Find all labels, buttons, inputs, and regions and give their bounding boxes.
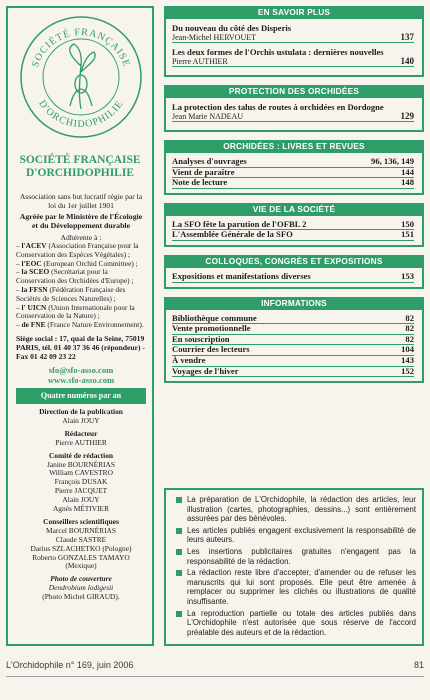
footer-rule [6,676,424,677]
issue-label: L'Orchidophile n° 169, juin 2006 [6,660,134,670]
toc-section [164,140,424,195]
membership-item: – la SCEO (Secrétariat pour la Conservation des Orchidées d'Europe) ; [16,267,134,286]
svg-text:D'ORCHIDOPHILIE: D'ORCHIDOPHILIE [36,98,126,131]
notice-item: La rédaction reste libre d'accepter, d'amender ou de refuser les manuscrits qui lui sont proposés. Elle peut être amenée à remplacer ou supprimer les clichés ou illustrations de qualité insuffisante. [176,568,416,606]
society-name-line1: SOCIÉTÉ FRANÇAISE [19,154,141,166]
toc-article[interactable]: La protection des talus de routes à orchidées en Dordogne Jean Marie NADEAU 129 [172,102,414,121]
ministry-approval: Agréée par le Ministère de l'Écologie et du Développement durable [19,212,143,230]
toc-section [164,85,424,132]
toc-row[interactable]: Vente promotionnelle 82 [172,323,414,334]
membership-item: – l'ACEV (Association Française pour la Conservation des Espèces Végétales) ; [16,241,139,259]
staff-credits: Direction de la publication Alain JOUY Rédacteur Pierre AUTHIER Comité de rédaction Janine BOURNÉRIAS William CAVESTRO François DUSAK Pierre JACQUET Alain JOUY Agnès MÉTIVIER Conseillers scientifiques Marcel BOURNÉRIAS Claude SASTRE Darius SZLACHETKO (Pologne) Roberto GONZALES TAMAYO (Mexique) Photo de couverture Dendrobium lodigesii (Photo Michel GIRAUD). [30,406,132,602]
section-heading: ORCHIDÉES : LIVRES ET REVUES [164,140,424,153]
notice-item: La reproduction partielle ou totale des articles publiés dans L'Orchidophile n'est autorisée que sous réserve de l'accord préalable des auteurs et de la rédaction. [176,609,416,638]
toc-row[interactable]: Expositions et manifestations diverses 153 [172,270,414,281]
association-status: Association sans but lucratif régie par la loi du 1er juillet 1901 [19,192,143,210]
toc-row[interactable]: À vendre 143 [172,354,414,365]
svg-text:SOCIÉTÉ FRANÇAISE: SOCIÉTÉ FRANÇAISE [30,26,132,69]
notice-item: La préparation de L'Orchidophile, la rédaction des articles, leur illustration (cartes, photographies, dessins...) sont entièrement assurées par des bénévoles. [176,495,416,524]
page-footer [6,660,424,670]
section-heading: COLLOQUES, CONGRÈS ET EXPOSITIONS [164,255,424,268]
website-link[interactable]: www.sfo-asso.com [47,374,115,385]
membership-item: – la FFSN (Fédération Française des Sociétés de Sciences Naturelles) ; [16,284,126,303]
society-name-line2: D'ORCHIDOPHILIE [26,167,134,179]
notice-item: Les articles publiés engagent exclusivement la responsabilité de leurs auteurs. [176,526,416,545]
section-heading: INFORMATIONS [164,297,424,310]
toc-row[interactable]: Courrier des lecteurs 104 [172,344,414,355]
society-panel [6,6,154,646]
membership-item: – de FNE (France Nature Environnement). [16,320,144,330]
toc-section [164,6,424,77]
toc-row[interactable]: Note de lecture 148 [172,177,414,188]
frequency-bar: Quatre numéros par an [16,388,146,404]
toc-row[interactable]: L'Assemblée Générale de la SFO 151 [172,229,414,240]
toc-row[interactable]: Voyages de l'hiver 152 [172,365,414,376]
headquarters-address: Siège social : 17, quai de la Seine, 75019 PARIS, tél. 01 40 37 36 46 (répondeur) - Fax 01 42 09 23 22 [16,333,145,361]
membership-list [16,242,146,330]
section-heading: VIE DE LA SOCIÉTÉ [164,203,424,216]
editorial-notice [164,488,424,646]
toc-section [164,297,424,384]
section-heading: PROTECTION DES ORCHIDÉES [164,85,424,98]
page-number: 81 [413,660,424,670]
toc-section [164,203,424,247]
membership-heading: Adhérente à : [60,233,102,242]
toc-row[interactable]: Vient de paraître 144 [172,166,414,177]
email-link[interactable]: sfo@sfo-asso.com [48,364,114,375]
section-heading: EN SAVOIR PLUS [164,6,424,19]
membership-item: – l' UICN (Union Internationale pour la Conservation de la Nature) ; [16,302,135,321]
toc-row[interactable]: La SFO fête la parution de l'OFBL 2 150 [172,218,414,229]
toc-article[interactable]: Les deux formes de l'Orchis ustulata : dernières nouvelles Pierre AUTHIER 140 [172,47,414,66]
society-seal-logo [18,14,144,140]
notice-item: Les insertions publicitaires gratuites n'engagent pas la responsabilité de la rédaction. [176,547,416,566]
table-of-contents [164,6,424,391]
toc-row[interactable]: Bibliothèque commune 82 [172,312,414,323]
toc-section [164,255,424,289]
toc-row[interactable]: En souscription 82 [172,333,414,344]
toc-article[interactable]: Du nouveau du côté des Disperis Jean-Michel HERVOUET 137 [172,23,414,42]
membership-item: – l'EOC (European Orchid Committee) ; [16,258,138,268]
toc-row[interactable]: Analyses d'ouvrages 96, 136, 149 [172,156,414,166]
